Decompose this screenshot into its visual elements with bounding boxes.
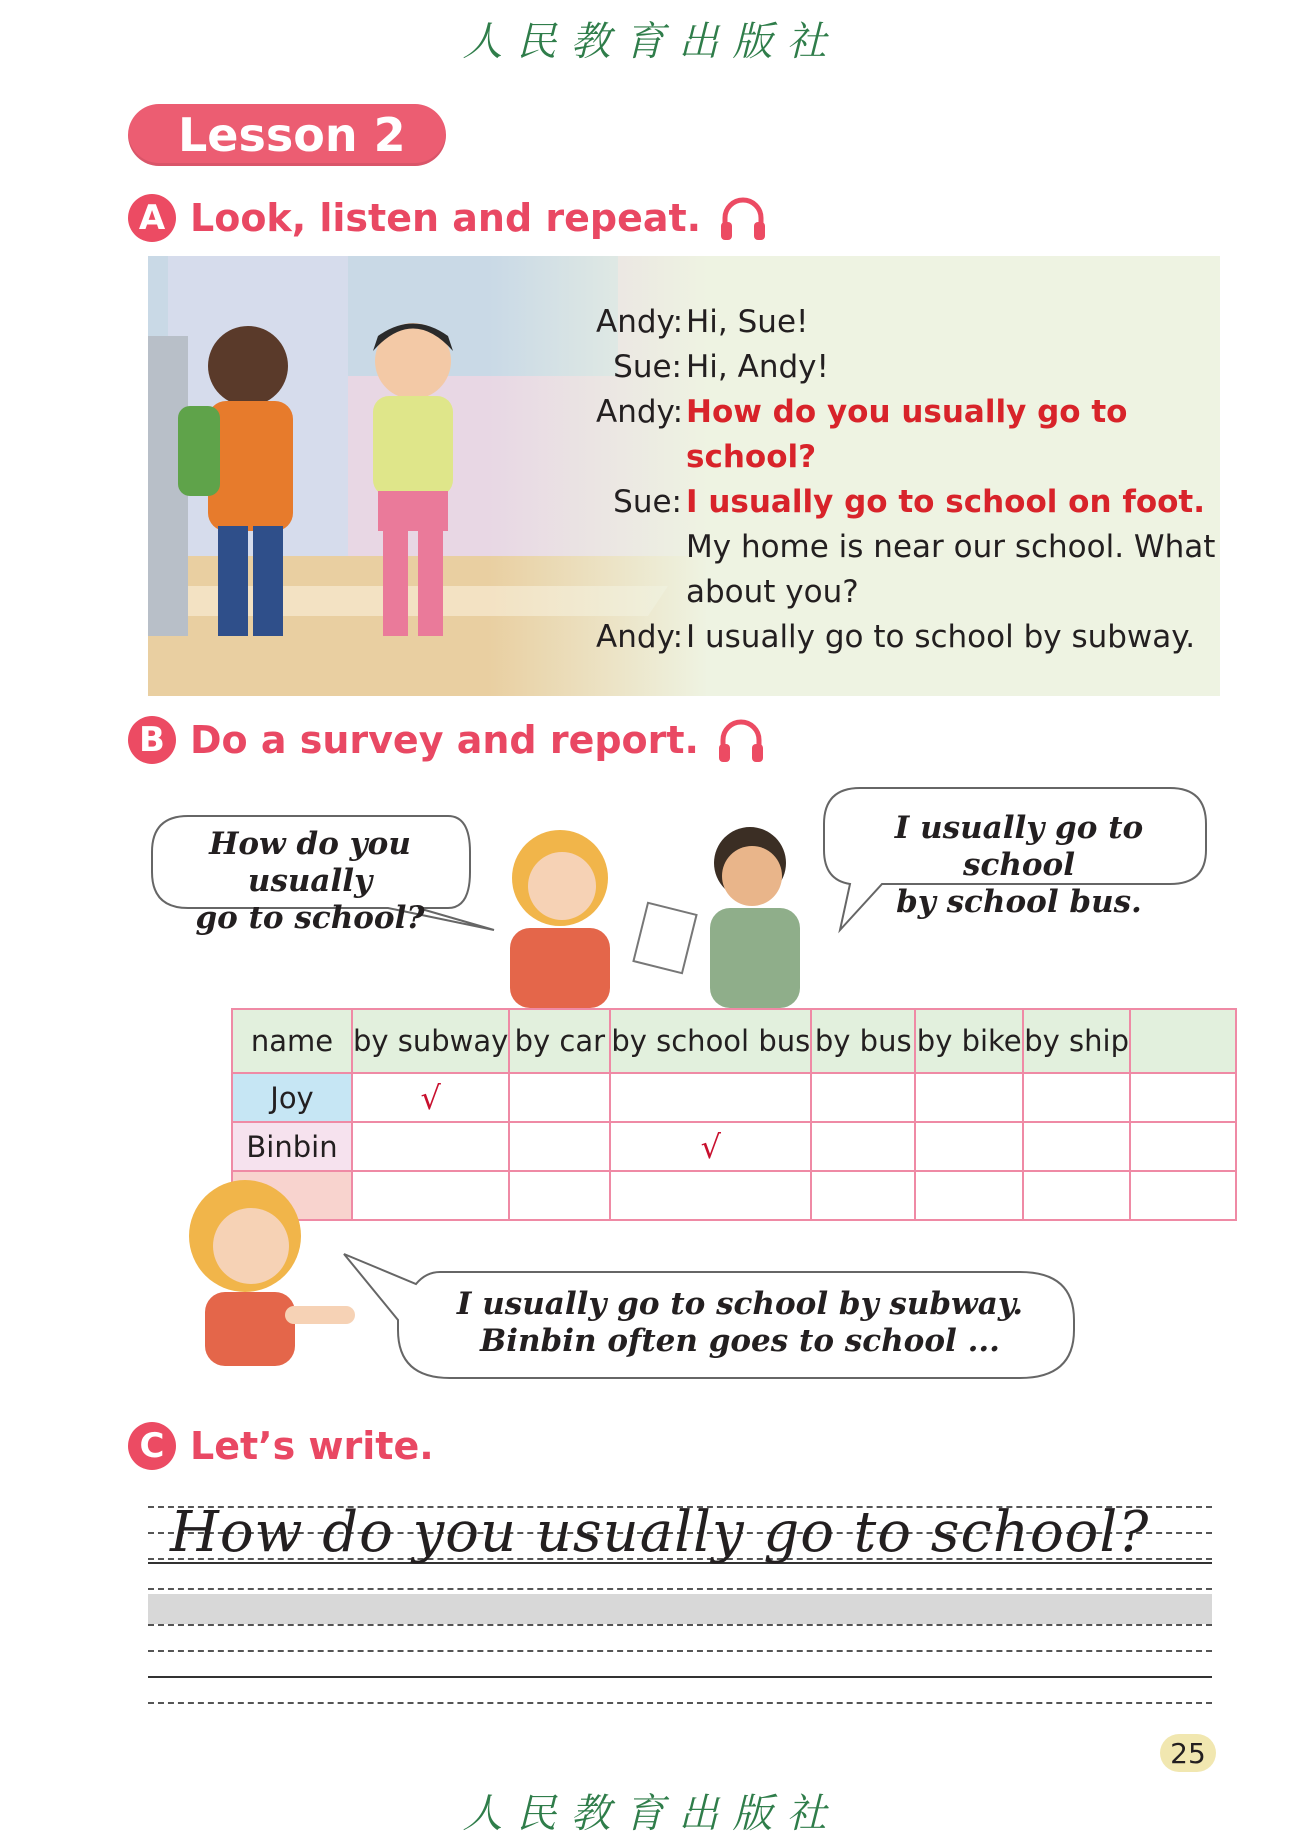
- table-cell[interactable]: [610, 1171, 811, 1220]
- dialogue-line: [596, 615, 1236, 660]
- writing-line: [148, 1702, 1212, 1704]
- bubble-line: go to school?: [195, 900, 425, 936]
- publisher-footer: 人民教育出版社: [462, 1791, 841, 1837]
- table-header-cell: by subway: [352, 1009, 509, 1073]
- table-cell[interactable]: [352, 1073, 509, 1122]
- writing-line: [148, 1624, 1212, 1626]
- table-cell[interactable]: [1130, 1073, 1236, 1122]
- bubble-line: I usually go to school by subway.: [456, 1286, 1024, 1322]
- speaker-label: [596, 570, 682, 615]
- dialogue-line: [596, 525, 1236, 570]
- section-a-heading: [128, 192, 769, 244]
- table-cell[interactable]: [915, 1073, 1023, 1122]
- headphones-icon[interactable]: [717, 192, 769, 244]
- table-cell[interactable]: [352, 1171, 509, 1220]
- table-row: [232, 1073, 1236, 1122]
- section-b-title: Do a survey and report.: [190, 718, 699, 762]
- dialogue-text: My home is near our school. What: [686, 529, 1216, 565]
- table-cell[interactable]: [509, 1171, 610, 1220]
- dialogue-text-highlight: I usually go to school on foot.: [686, 484, 1206, 520]
- dialogue-line: [596, 390, 1236, 480]
- reporter-girl-illustration: [165, 1176, 365, 1366]
- table-cell[interactable]: [1023, 1122, 1130, 1171]
- writing-line: [148, 1650, 1212, 1652]
- speaker-label: Sue:: [613, 349, 682, 385]
- dialogue-text: about you?: [686, 574, 859, 610]
- dialogue-line: [596, 345, 1236, 390]
- section-c-letter: C: [128, 1422, 176, 1470]
- dialogue-line: [596, 570, 1236, 615]
- speaker-label: [596, 525, 682, 570]
- table-header-cell: by bike: [915, 1009, 1023, 1073]
- table-header-cell: by school bus: [610, 1009, 811, 1073]
- dialogue-text: I usually go to school by subway.: [686, 619, 1196, 655]
- table-cell[interactable]: [610, 1122, 811, 1171]
- writing-practice-band[interactable]: [148, 1594, 1212, 1624]
- table-header-cell: by ship: [1023, 1009, 1130, 1073]
- bubble-right-text: [834, 810, 1204, 921]
- bubble-line: I usually go to school: [894, 810, 1144, 883]
- lesson-title: [128, 104, 446, 166]
- writing-baseline: [148, 1676, 1212, 1678]
- table-cell[interactable]: [610, 1073, 811, 1122]
- table-cell[interactable]: [1023, 1171, 1130, 1220]
- bubble-bottom-text: [420, 1286, 1060, 1360]
- table-cell[interactable]: [811, 1073, 915, 1122]
- table-cell[interactable]: [1130, 1171, 1236, 1220]
- section-c-title: Let’s write.: [190, 1424, 434, 1468]
- lesson-title-text: Lesson 2: [178, 108, 406, 162]
- dialogue-text: Hi, Sue!: [686, 304, 809, 340]
- dialogue-text-highlight: How do you usually go to school?: [686, 394, 1128, 475]
- table-cell[interactable]: [352, 1122, 509, 1171]
- table-header-cell: by car: [509, 1009, 610, 1073]
- survey-table: [231, 1008, 1237, 1221]
- publisher-header: 人民教育出版社: [462, 19, 841, 65]
- dialogue-line: [596, 300, 1236, 345]
- check-mark: √: [700, 1127, 721, 1166]
- dialogue-line: [596, 480, 1236, 525]
- survey-children-illustration: [490, 808, 850, 1008]
- table-cell[interactable]: [1130, 1122, 1236, 1171]
- table-row: [232, 1171, 1236, 1220]
- section-a-letter: A: [128, 194, 176, 242]
- speaker-label: Andy:: [596, 619, 684, 655]
- table-cell[interactable]: [811, 1122, 915, 1171]
- writing-line: [148, 1588, 1212, 1590]
- bubble-line: How do you usually: [209, 826, 411, 899]
- bubble-line: Binbin often goes to school ...: [480, 1323, 1000, 1359]
- dialogue: [596, 300, 1236, 660]
- headphones-icon[interactable]: [715, 714, 767, 766]
- speaker-label: Andy:: [596, 394, 684, 430]
- table-header-cell: name: [232, 1009, 352, 1073]
- speaker-label: Sue:: [613, 484, 682, 520]
- table-header-cell: [1130, 1009, 1236, 1073]
- section-a-title: Look, listen and repeat.: [190, 196, 702, 240]
- handwriting-sample: How do you usually go to school?: [170, 1500, 1150, 1565]
- table-row: [232, 1122, 1236, 1171]
- table-name-cell: Joy: [232, 1073, 352, 1122]
- table-cell[interactable]: [509, 1122, 610, 1171]
- speaker-label: Andy:: [596, 304, 684, 340]
- table-cell[interactable]: [509, 1073, 610, 1122]
- page-number: 25: [1160, 1734, 1216, 1772]
- table-name-cell: Binbin: [232, 1122, 352, 1171]
- section-b-letter: B: [128, 716, 176, 764]
- dialogue-text: Hi, Andy!: [686, 349, 829, 385]
- check-mark: √: [420, 1078, 441, 1117]
- table-cell[interactable]: [915, 1171, 1023, 1220]
- section-b-heading: [128, 714, 767, 766]
- table-header-cell: by bus: [811, 1009, 915, 1073]
- table-cell[interactable]: [811, 1171, 915, 1220]
- bubble-left-text: [152, 826, 468, 937]
- section-c-heading: [128, 1420, 434, 1472]
- table-cell[interactable]: [1023, 1073, 1130, 1122]
- table-cell[interactable]: [915, 1122, 1023, 1171]
- bubble-line: by school bus.: [896, 884, 1142, 920]
- table-header-row: [232, 1009, 1236, 1073]
